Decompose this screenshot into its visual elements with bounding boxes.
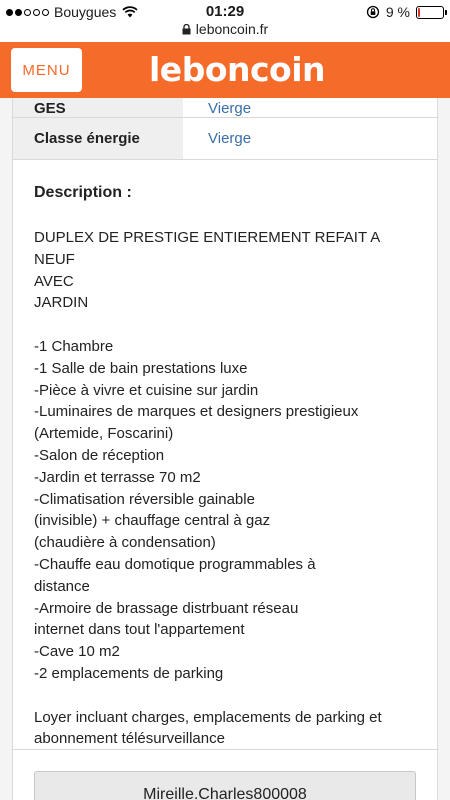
description-line: -Climatisation réversible gainable — [34, 490, 255, 508]
description-title: Description : — [34, 184, 132, 201]
description-line: distance — [34, 577, 90, 595]
contact-seller-button[interactable]: Mireille.Charles800008 — [34, 771, 416, 800]
description-line: Loyer incluant charges, emplacements de parking et — [34, 708, 382, 726]
criteria-value[interactable]: Vierge — [208, 130, 252, 147]
battery-icon — [416, 6, 444, 19]
description-line: abonnement télésurveillance — [34, 730, 225, 748]
rotation-lock-icon — [366, 5, 380, 19]
url-text: leboncoin.fr — [195, 21, 269, 37]
description-line: -Cave 10 m2 — [34, 643, 120, 661]
status-bar-right — [366, 4, 444, 20]
criteria-label: GES — [13, 98, 183, 117]
criteria-row-ges — [13, 98, 437, 117]
description-section — [12, 160, 438, 750]
description-line: DUPLEX DE PRESTIGE ENTIEREMENT REFAIT A NEUF — [34, 229, 380, 268]
criteria-table — [12, 98, 438, 160]
description-line: -Pièce à vivre et cuisine sur jardin — [34, 381, 259, 399]
description-body — [34, 227, 416, 750]
menu-button[interactable]: MENU — [11, 48, 82, 92]
description-line: (chaudière à condensation) — [34, 534, 216, 552]
description-line: (invisible) + chauffage central à gaz — [34, 512, 271, 530]
battery-percent: 9 % — [385, 4, 410, 20]
description-line: -2 emplacements de parking — [34, 664, 224, 682]
description-line — [34, 685, 416, 707]
address-bar[interactable] — [0, 21, 450, 37]
criteria-label: Classe énergie — [13, 118, 183, 159]
status-bar — [0, 0, 450, 42]
site-logo[interactable]: leboncoin — [149, 50, 326, 89]
ad-content — [12, 98, 438, 750]
description-line: AVEC — [34, 272, 74, 290]
lock-icon — [182, 24, 191, 35]
description-line: -Armoire de brassage distrbuant réseau — [34, 599, 299, 617]
criteria-row-energy-class — [13, 117, 437, 159]
description-line: -Salon de réception — [34, 446, 165, 464]
criteria-value: Vierge — [208, 100, 252, 117]
description-line: (Artemide, Foscarini) — [34, 425, 174, 443]
description-line: -Chauffe eau domotique programmables à — [34, 555, 316, 573]
description-line: -1 Salle de bain prestations luxe — [34, 359, 248, 377]
description-line: JARDIN — [34, 294, 89, 312]
description-line: internet dans tout l'appartement — [34, 621, 245, 639]
carrier-name: Bouygues — [54, 4, 117, 20]
site-header — [0, 42, 450, 98]
description-line: -Jardin et terrasse 70 m2 — [34, 468, 201, 486]
description-line — [34, 314, 416, 336]
description-line: -1 Chambre — [34, 337, 114, 355]
clock: 01:29 — [205, 3, 245, 20]
description-line: -Luminaires de marques et designers prestigieux — [34, 403, 359, 421]
